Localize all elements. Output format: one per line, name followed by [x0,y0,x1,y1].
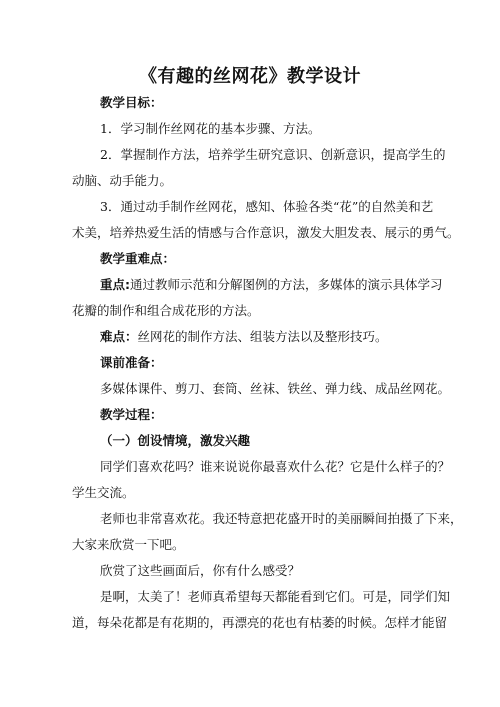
preparation-text: 多媒体课件、剪刀、套筒、丝袜、铁丝、弹力线、成品丝网花。 [100,381,451,396]
difficulty-line [100,331,430,344]
key-points-heading: 教学重难点： [100,251,176,266]
key-point-label: 重点: [100,277,130,292]
goal-1: 1．学习制作丝网花的基本步骤、方法。 [100,121,321,136]
goals-heading: 教学目标： [100,95,163,110]
document-title: 《有趣的丝网花》教学设计 [139,66,361,87]
paragraph-4-line-2: 道，每朵花都是有花期的，再漂亮的花也有枯萎的时候。怎样才能留 [72,615,448,630]
goal-2-line-1: 2．掌握制作方法，培养学生研究意识、创新意识，提高学生的 [100,147,446,162]
paragraph-1-line-2: 学生交流。 [72,485,135,500]
goal-3-line-2: 术美，培养热爱生活的情感与合作意识，激发大胆发表、展示的勇气。 [72,225,460,240]
goal-2-line-2: 动脑、动手能力。 [72,173,173,188]
difficulty-label: 难点： [100,329,138,344]
key-point-line-1 [100,277,443,292]
section-1-heading: （一）创设情境，激发兴趣 [100,433,251,448]
paragraph-4-line-1: 是啊，太美了！老师真希望每天都能看到它们。可是，同学们知 [100,589,451,604]
paragraph-2-line-2: 大家来欣赏一下吧。 [72,537,185,552]
paragraph-1-line-1: 同学们喜欢花吗？谁来说说你最喜欢什么花？它是什么样子的？ [100,459,451,474]
preparation-heading: 课前准备： [100,355,163,370]
goal-3-line-1: 3．通过动手制作丝网花，感知、体验各类“花”的自然美和艺 [100,199,434,214]
key-point-line-2: 花瓣的制作和组合成花形的方法。 [72,303,260,318]
process-heading: 教学过程： [100,407,163,422]
paragraph-3-line-1: 欣赏了这些画面后，你有什么感受？ [100,563,301,578]
key-point-text: 通过教师示范和分解图例的方法，多媒体的演示具体学习 [130,277,443,292]
difficulty-text: 丝网花的制作方法、组装方法以及整形技巧。 [137,329,388,344]
paragraph-2-line-1: 老师也非常喜欢花。我还特意把花盛开时的美丽瞬间拍摄了下来， [100,511,463,526]
